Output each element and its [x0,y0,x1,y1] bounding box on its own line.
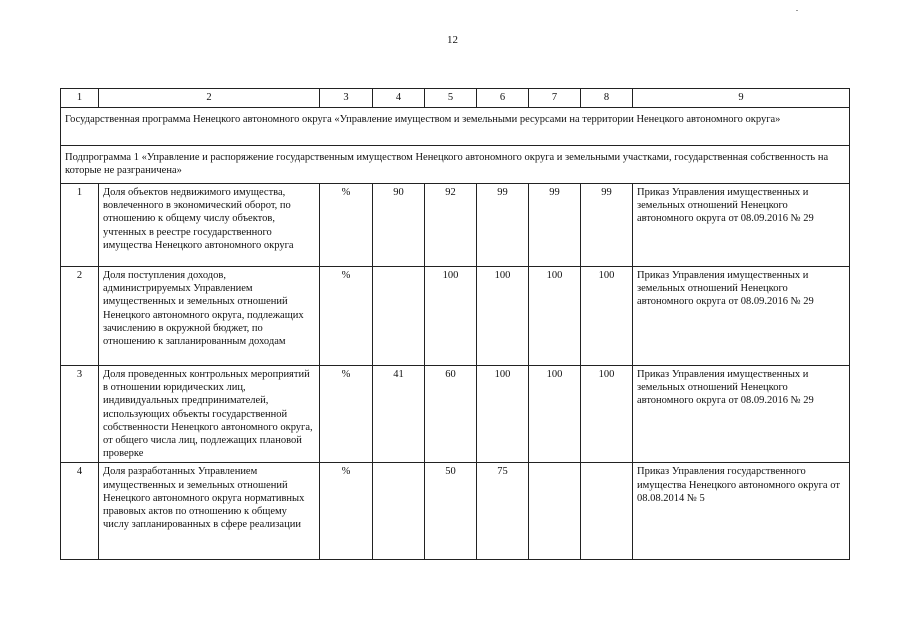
value-col-6: 75 [477,463,529,560]
basis-document: Приказ Управления имущественных и земельных отношений Ненецкого автономного округа от 08.09.2016 № 29 [633,366,850,463]
indicator-name: Доля проведенных контрольных мероприятий в отношении юридических лиц, индивидуальных предпринимателей, использующих объекты государственной собственности Ненецкого автономного округа, от общего числа лиц, подлежащих плановой проверке [99,366,320,463]
table-row [61,366,850,463]
value-col-4: 41 [373,366,425,463]
value-col-4 [373,463,425,560]
header-cell-7: 7 [529,89,581,108]
header-cell-2: 2 [99,89,320,108]
header-cell-3: 3 [320,89,373,108]
row-number: 4 [61,463,99,560]
unit-cell: % [320,267,373,366]
row-number: 2 [61,267,99,366]
basis-document: Приказ Управления государственного имущества Ненецкого автономного округа от 08.08.2014 № 5 [633,463,850,560]
header-cell-1: 1 [61,89,99,108]
value-col-8: 99 [581,184,633,267]
value-col-5: 92 [425,184,477,267]
value-col-7: 99 [529,184,581,267]
header-cell-5: 5 [425,89,477,108]
header-cell-6: 6 [477,89,529,108]
unit-cell: % [320,463,373,560]
value-col-6: 100 [477,366,529,463]
scan-artifact [796,10,798,11]
unit-cell: % [320,366,373,463]
value-col-8: 100 [581,267,633,366]
table-row [61,184,850,267]
value-col-7 [529,463,581,560]
value-col-8 [581,463,633,560]
indicators-table [60,88,850,560]
header-cell-4: 4 [373,89,425,108]
indicator-name: Доля поступления доходов, администрируемых Управлением имущественных и земельных отношений Ненецкого автономного округа, подлежащих зачислению в окружной бюджет, по отношению к запланированным доходам [99,267,320,366]
table-row [61,267,850,366]
basis-document: Приказ Управления имущественных и земельных отношений Ненецкого автономного округа от 08.09.2016 № 29 [633,184,850,267]
value-col-7: 100 [529,366,581,463]
indicator-name: Доля объектов недвижимого имущества, вовлеченного в экономический оборот, по отношению к общему числу объектов, учтенных в реестре государственного имущества Ненецкого автономного округа [99,184,320,267]
value-col-8: 100 [581,366,633,463]
subprogram-row [61,146,850,184]
value-col-5: 100 [425,267,477,366]
value-col-4 [373,267,425,366]
value-col-7: 100 [529,267,581,366]
header-row [61,89,850,108]
value-col-6: 100 [477,267,529,366]
program-title: Государственная программа Ненецкого автономного округа «Управление имуществом и земельными ресурсами на территории Ненецкого автономного округа» [61,108,850,146]
value-col-6: 99 [477,184,529,267]
header-cell-9: 9 [633,89,850,108]
unit-cell: % [320,184,373,267]
row-number: 1 [61,184,99,267]
header-cell-8: 8 [581,89,633,108]
value-col-5: 60 [425,366,477,463]
value-col-4: 90 [373,184,425,267]
row-number: 3 [61,366,99,463]
table-row [61,463,850,560]
program-row [61,108,850,146]
value-col-5: 50 [425,463,477,560]
indicator-name: Доля разработанных Управлением имущественных и земельных отношений Ненецкого автономного округа нормативных правовых актов по отношению к общему числу запланированных в сфере реализации [99,463,320,560]
basis-document: Приказ Управления имущественных и земельных отношений Ненецкого автономного округа от 08.09.2016 № 29 [633,267,850,366]
page-number: 12 [447,34,458,46]
subprogram-title: Подпрограмма 1 «Управление и распоряжение государственным имуществом Ненецкого автономного округа и земельными участками, государственная собственность на которые не разграничена» [61,146,850,184]
